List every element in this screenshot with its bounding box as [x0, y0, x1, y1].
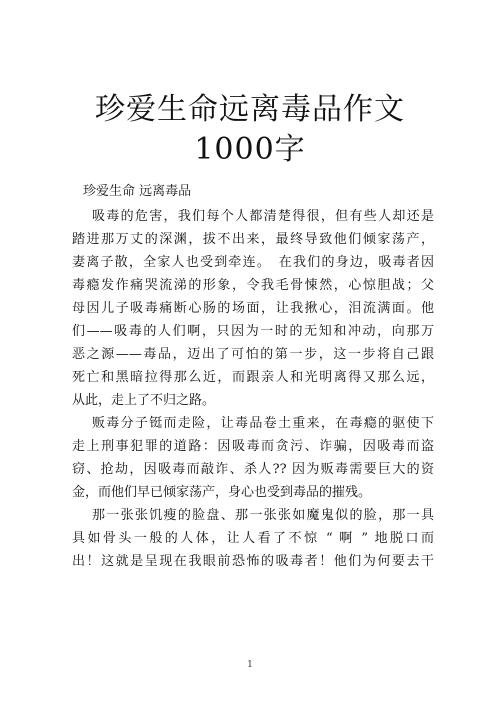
body-line: 恶之源——毒品，迈出了可怕的第一步，这一步将自己跟	[72, 347, 434, 362]
body-line: 窃、抢劫，因吸毒而敲诈、杀人?? 因为贩毒需要巨大的资	[72, 462, 434, 477]
body-line: 踏进那万丈的深渊，拔不出来，最终导致他们倾家荡产，	[72, 232, 434, 247]
body-line: 走上刑事犯罪的道路：因吸毒而贪污、诈骗，因吸毒而盗	[72, 439, 434, 454]
body-line: 具如骨头一般的人体，让人看了不惊 “ 啊 ” 地脱口而	[72, 531, 434, 546]
body-line: 那一张张饥瘦的脸盘、那一张张如魔鬼似的脸，那一具	[92, 508, 434, 523]
document-title-line-2: 1000字	[194, 132, 306, 167]
body-line: 金，而他们早已倾家荡产，身心也受到毒品的摧残。	[72, 485, 372, 500]
document-subtitle: 珍爱生命 远离毒品	[83, 184, 192, 199]
body-line: 出！这就是呈现在我眼前恐怖的吸毒者！他们为何要去干	[72, 554, 434, 569]
page-number: 1	[247, 660, 253, 670]
body-line: 们——吸毒的人们啊，只因为一时的无知和冲动，向那万	[72, 324, 434, 339]
body-line: 母因儿子吸毒痛断心肠的场面，让我揪心，泪流满面。他	[72, 301, 434, 316]
body-line: 妻离子散，全家人也受到牵连。 在我们的身边，吸毒者因	[72, 255, 434, 270]
body-line: 吸毒的危害，我们每个人都清楚得很，但有些人却还是	[92, 209, 434, 224]
body-line: 死亡和黑暗拉得那么近，而跟亲人和光明离得又那么远，	[72, 370, 434, 385]
body-line: 贩毒分子铤而走险，让毒品卷土重来，在毒瘾的驱使下	[92, 416, 434, 431]
document-body	[72, 205, 434, 573]
body-line: 从此，走上了不归之路。	[72, 393, 216, 408]
document-title-line-1: 珍爱生命远离毒品作文	[95, 92, 405, 127]
body-line: 毒瘾发作痛哭流涕的形象，令我毛骨悚然，心惊胆战；父	[72, 278, 434, 293]
